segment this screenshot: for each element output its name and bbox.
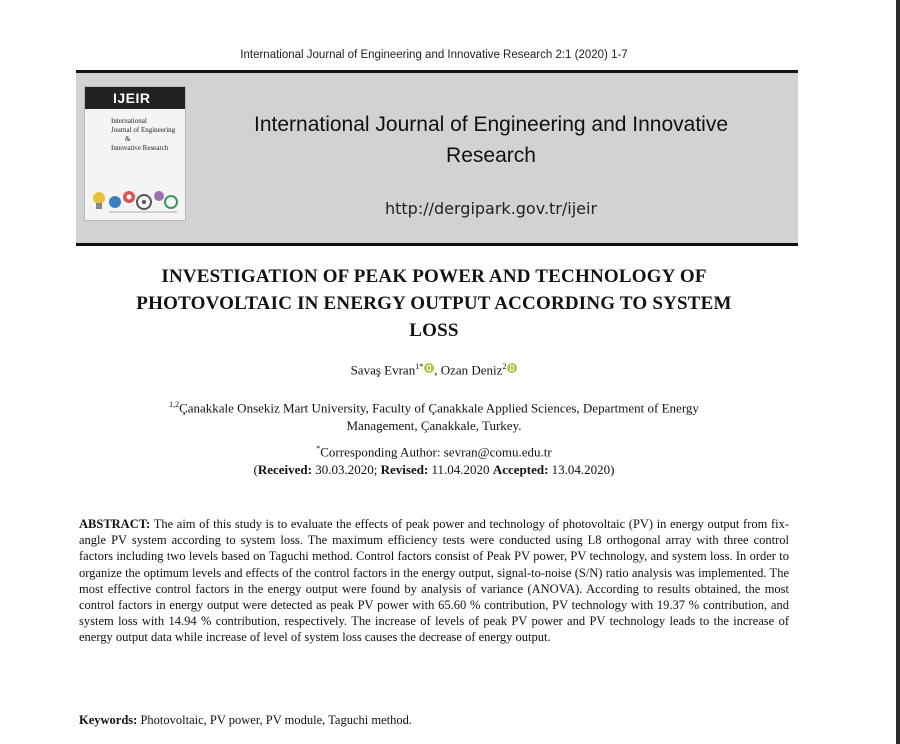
author-name: Savaş Evran [350,362,416,378]
affiliation-line: Management, Çanakkale, Turkey. [346,418,522,434]
cover-journal-name [85,109,185,153]
journal-title-line: International Journal of Engineering and Innovative [254,113,728,136]
journal-url[interactable]: http://dergipark.gov.tr/ijeir [384,199,598,218]
cover-logo-text: IJEIR [85,87,185,109]
author-superscript: 2 [502,362,507,371]
accepted-label: Accepted: [492,462,549,477]
abstract-text: The aim of this study is to evaluate the effects of peak power and technology of photovoltaic (PV) in energy output from fix-angle PV system according to system loss. The maximum efficiency tests were conducted using L8 orthogonal array with three control factors including two levels based on Taguchi method. Control factors consist of Peak PV power, PV technology, and system loss. In order to organize the optimum levels and effects of the control factors in the energy output, signal-to-noise (S/N) ratio analysis was implemented. The most effective control factors in the energy output were found by analysis of variance (ANOVA). According to results obtained, the most control factors in energy output were detected as peak PV power with 65.60 % contribution, PV technology with 19.37 % contribution, and system loss with 14.94 % contribution, respectively. The increase of levels of peak PV power and PV technology leads to the increase of energy output data while increase of level of system loss causes the decrease of energy output. [79,517,789,645]
journal-title-line: Research [446,144,536,167]
keywords-text: Photovoltaic, PV power, PV module, Taguchi method. [140,713,412,727]
paper-title [60,263,808,344]
abstract-label: ABSTRACT: [79,517,151,531]
journal-cover-image [84,86,186,221]
cover-line: & [125,135,131,143]
orcid-icon[interactable] [507,363,517,373]
revised-label: Revised: [380,462,429,477]
keywords [79,713,789,728]
revised-date: 11.04.2020 [431,462,490,477]
author-superscript: 1* [415,362,424,371]
affiliation-superscript: 1,2 [169,400,180,409]
orcid-icon[interactable] [424,363,434,373]
author-separator: , [434,362,441,378]
cover-illustration-icons [89,182,179,216]
cover-line: International [111,117,147,125]
affiliation-line: Çanakkale Onsekiz Mart University, Faculty of Çanakkale Applied Sciences, Department of Energy [179,400,699,416]
running-head: International Journal of Engineering and Innovative Research 2:1 (2020) 1-7 [240,49,628,61]
title-line: PHOTOVOLTAIC IN ENERGY OUTPUT ACCORDING TO SYSTEM [136,293,732,314]
corresponding-marker: * [316,444,321,453]
abstract [79,516,789,646]
received-label: Received: [257,462,312,477]
accepted-date: 13.04.2020) [551,462,615,477]
cover-line: Journal of Engineering [111,126,176,134]
page-edge-bar [896,0,900,744]
affiliation [100,396,768,435]
journal-title [206,109,776,171]
corresponding-text: Corresponding Author: sevran@comu.edu.tr [320,444,552,460]
author-list [0,362,868,378]
title-line: LOSS [409,320,459,341]
title-line: INVESTIGATION OF PEAK POWER AND TECHNOLOGY OF [161,266,707,287]
journal-banner [76,70,798,246]
author-name: Ozan Deniz [440,362,503,378]
cover-line: Innovative Research [111,144,169,152]
corresponding-author [0,444,868,460]
received-date: 30.03.2020; [315,462,378,477]
keywords-label: Keywords: [79,713,138,727]
submission-dates: (Received: 30.03.2020; Revised: 11.04.2020 Accepted: 13.04.2020) [253,462,615,477]
